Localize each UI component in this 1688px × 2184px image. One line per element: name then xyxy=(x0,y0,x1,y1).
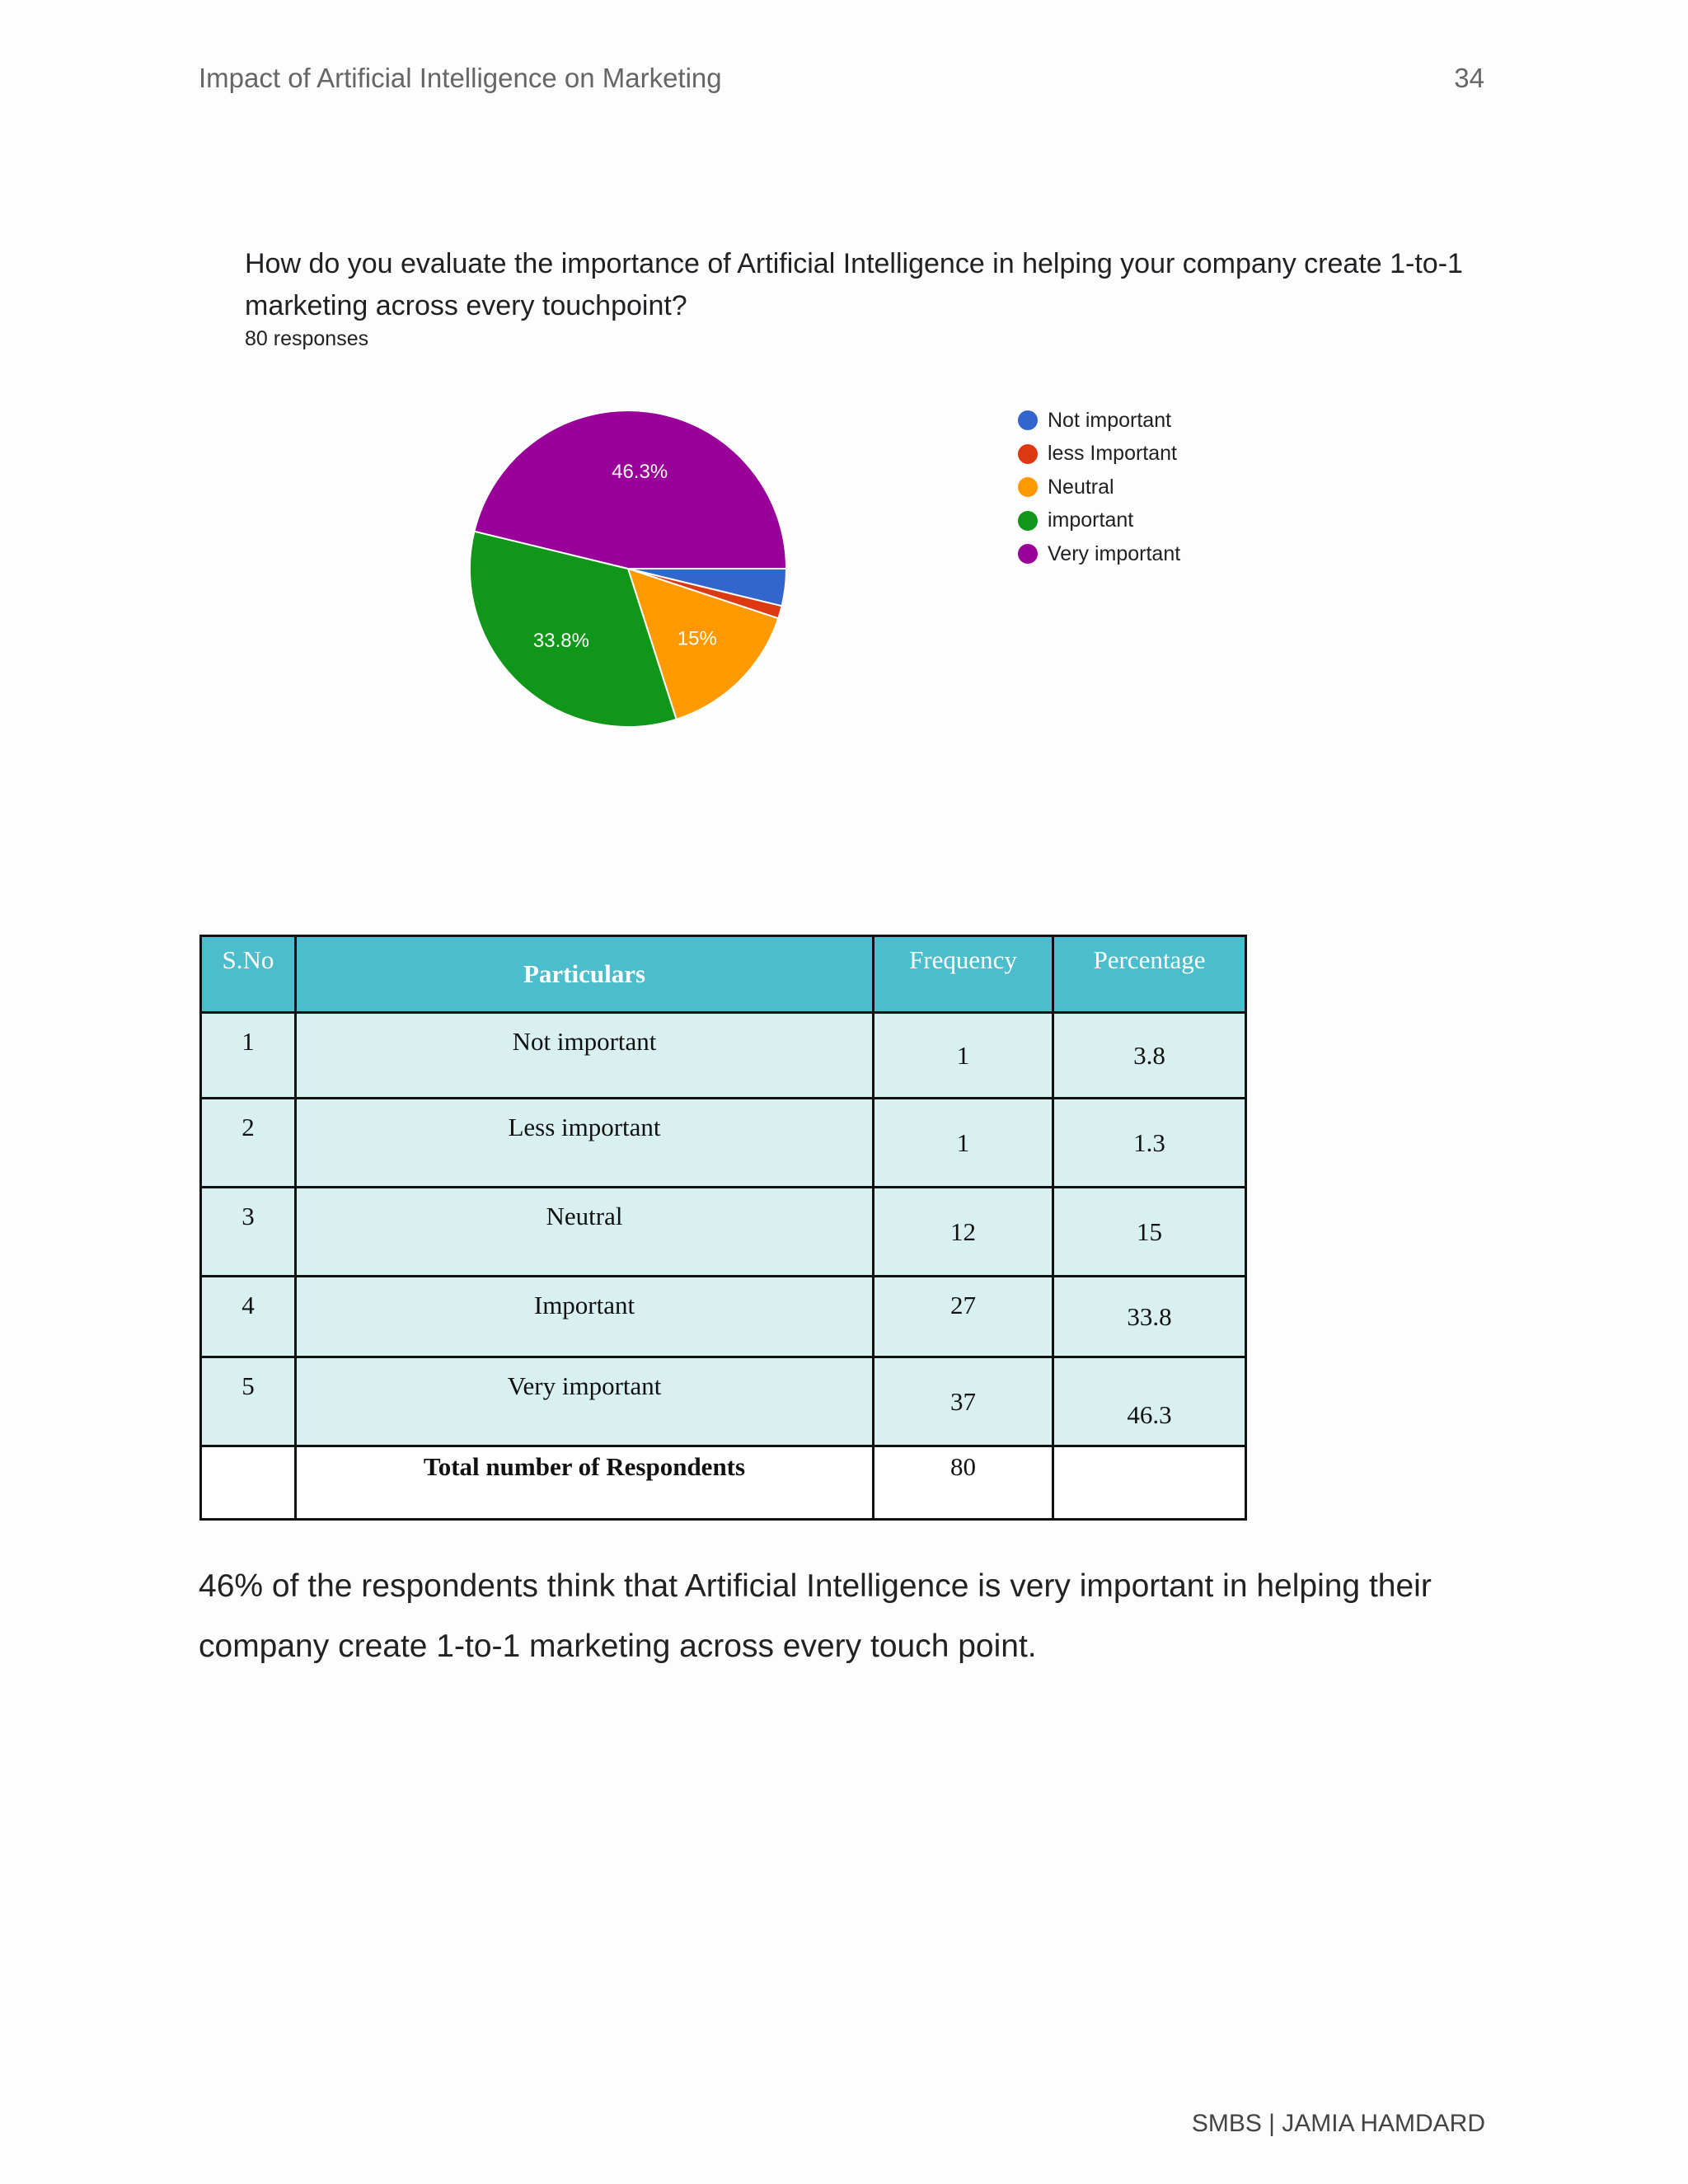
table-row xyxy=(201,1013,1246,1099)
legend-label: less Important xyxy=(1048,442,1178,466)
cell-sno: 2 xyxy=(201,1099,296,1188)
pie-chart xyxy=(199,235,1501,944)
cell-frequency: 37 xyxy=(874,1357,1053,1446)
survey-chart xyxy=(199,235,1501,944)
pie-data-label: 33.8% xyxy=(532,630,589,653)
page-header xyxy=(199,58,1484,99)
legend-label: Very important xyxy=(1048,541,1181,565)
table-row xyxy=(201,1099,1246,1188)
legend-item xyxy=(1018,471,1180,504)
cell-sno: 1 xyxy=(201,1013,296,1099)
cell-particulars: Important xyxy=(296,1277,874,1357)
cell-frequency: 1 xyxy=(874,1013,1053,1099)
cell-sno: 4 xyxy=(201,1277,296,1357)
results-table xyxy=(199,935,1247,1521)
header-sno: S.No xyxy=(201,936,296,1013)
table-header-row xyxy=(201,936,1246,1013)
table-row xyxy=(201,1188,1246,1277)
legend-swatch xyxy=(1018,511,1038,531)
cell-frequency: 12 xyxy=(874,1188,1053,1277)
cell-percentage: 15 xyxy=(1053,1188,1246,1277)
cell-particulars: Not important xyxy=(296,1013,874,1099)
legend-item xyxy=(1018,537,1180,571)
total-label: Total number of Respondents xyxy=(296,1446,874,1520)
chart-legend xyxy=(1018,404,1180,571)
legend-swatch xyxy=(1018,444,1038,464)
cell-percentage: 46.3 xyxy=(1053,1357,1246,1446)
document-title: Impact of Artificial Intelligence on Marketing xyxy=(199,63,722,93)
page-number: 34 xyxy=(1454,63,1484,93)
cell-particulars: Very important xyxy=(296,1357,874,1446)
legend-item xyxy=(1018,438,1180,471)
legend-swatch xyxy=(1018,477,1038,497)
cell-particulars: Less important xyxy=(296,1099,874,1188)
cell-percentage: 3.8 xyxy=(1053,1013,1246,1099)
responses-count: 80 responses xyxy=(245,327,369,350)
cell-percentage: 1.3 xyxy=(1053,1099,1246,1188)
cell-empty xyxy=(1053,1446,1246,1520)
cell-percentage: 33.8 xyxy=(1053,1277,1246,1357)
table-total-row xyxy=(201,1446,1246,1520)
legend-label: Neutral xyxy=(1048,475,1114,499)
legend-item xyxy=(1018,504,1180,538)
question-title: How do you evaluate the importance of Artificial Intelligence in helping your company create 1-to-1 marketing across every touchpoint? xyxy=(245,248,1463,321)
header-percentage: Percentage xyxy=(1053,936,1246,1013)
pie-data-label: 46.3% xyxy=(612,460,668,483)
page-footer: SMBS | JAMIA HAMDARD xyxy=(1191,2110,1485,2137)
pie-data-label: 15% xyxy=(677,627,717,650)
cell-sno: 3 xyxy=(201,1188,296,1277)
table-row xyxy=(201,1277,1246,1357)
header-frequency: Frequency xyxy=(874,936,1053,1013)
legend-label: important xyxy=(1048,509,1134,532)
legend-swatch xyxy=(1018,410,1038,430)
table-row xyxy=(201,1357,1246,1446)
header-particulars: Particulars xyxy=(296,936,874,1013)
cell-sno: 5 xyxy=(201,1357,296,1446)
legend-item xyxy=(1018,404,1180,438)
legend-swatch xyxy=(1018,544,1038,564)
cell-particulars: Neutral xyxy=(296,1188,874,1277)
cell-frequency: 27 xyxy=(874,1277,1053,1357)
legend-label: Not important xyxy=(1048,408,1172,432)
conclusion-text: 46% of the respondents think that Artificial Intelligence is very important in helping their company create 1-to-1 marketing across every touch point. xyxy=(199,1568,1432,1664)
cell-empty xyxy=(201,1446,296,1520)
total-value: 80 xyxy=(874,1446,1053,1520)
cell-frequency: 1 xyxy=(874,1099,1053,1188)
